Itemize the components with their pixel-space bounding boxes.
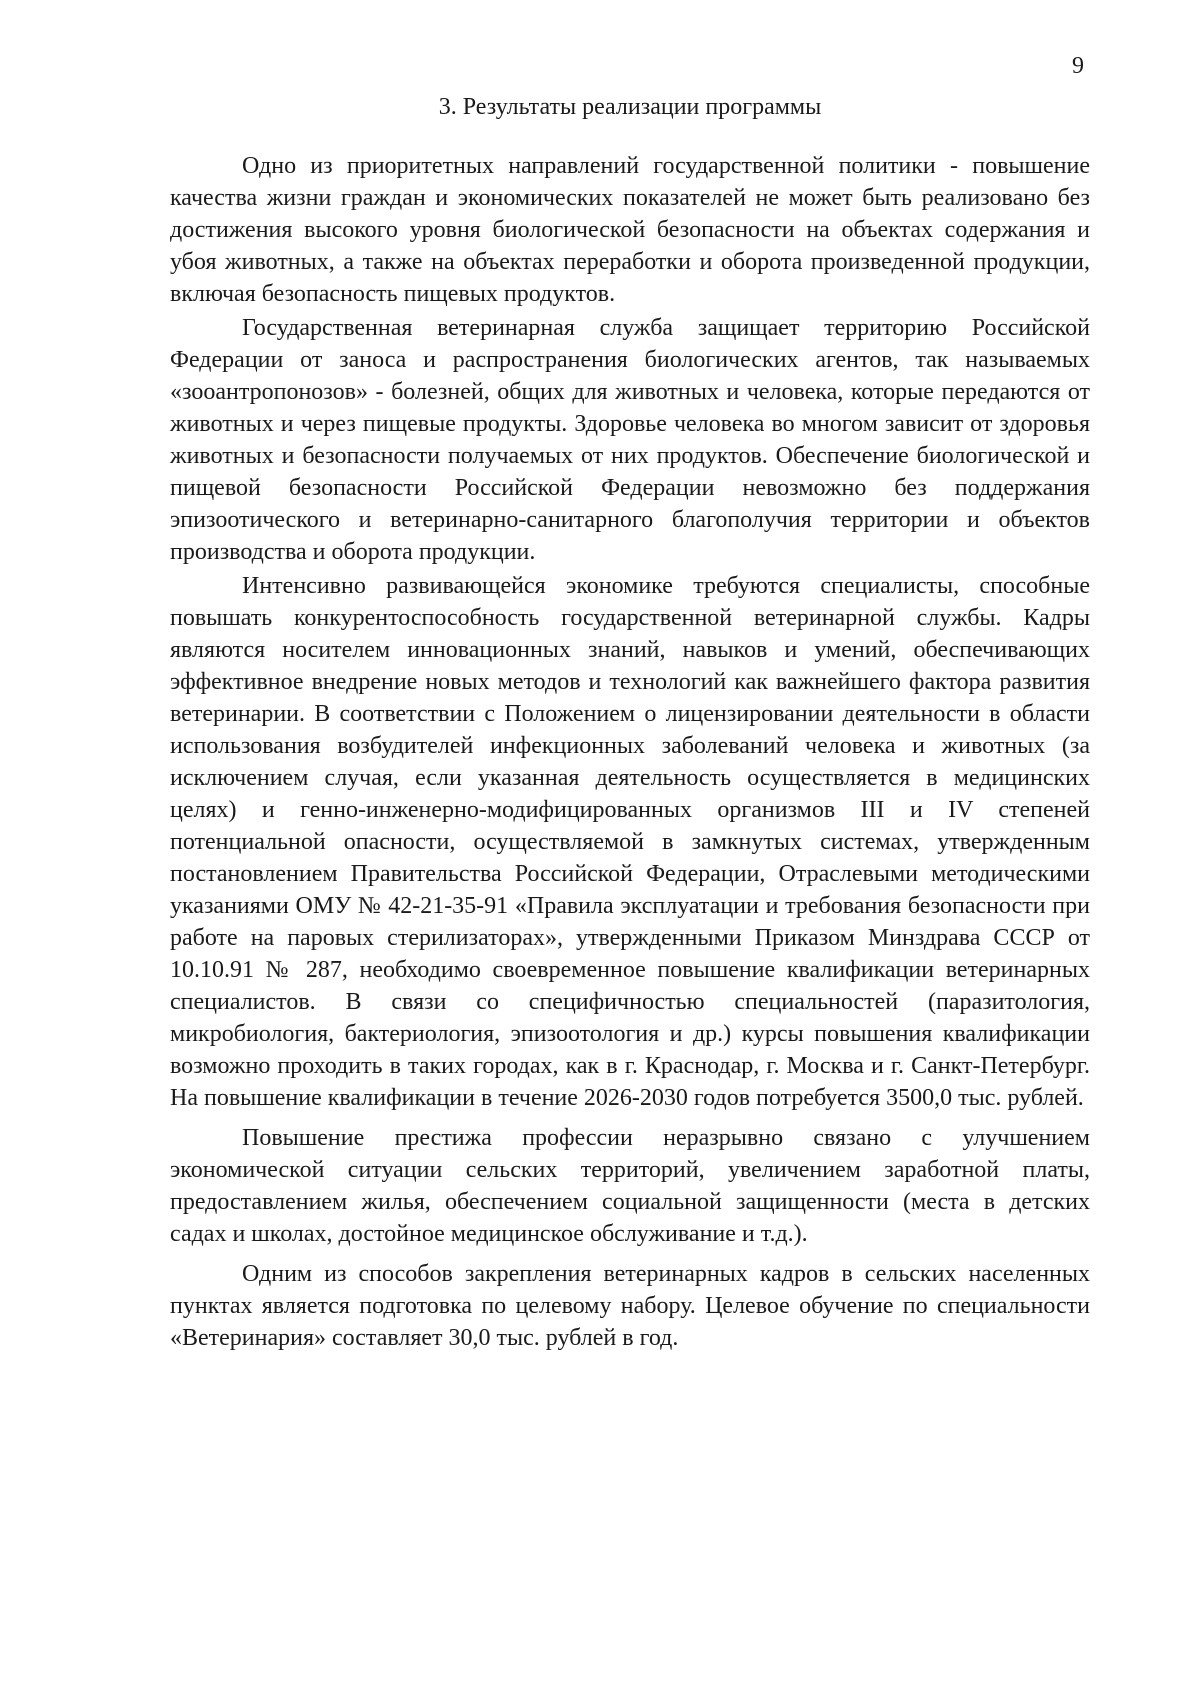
page-number: 9	[1072, 53, 1084, 79]
paragraph-4: Повышение престижа профессии неразрывно связано с улучшением экономической ситуации сельских территорий, увеличением заработной платы, предоставлением жилья, обеспечением социальной защищенности (места в детских садах и школах, достойное медицинское обслуживание и т.д.).	[170, 1125, 1090, 1247]
paragraph-5: Одним из способов закрепления ветеринарных кадров в сельских населенных пунктах является подготовка по целевому набору. Целевое обучение по специальности «Ветеринария» составляет 30,0 тыс. рублей в год.	[170, 1261, 1090, 1351]
section-heading: 3. Результаты реализации программы	[438, 94, 822, 120]
paragraph-2: Государственная ветеринарная служба защищает территорию Российской Федерации от заноса и распространения биологических агентов, так называемых «зооантропонозов» - болезней, общих для животных и человека, которые передаются от животных и через пищевые продукты. Здоровье человека во многом зависит от здоровья животных и безопасности получаемых от них продуктов. Обеспечение биологической и пищевой безопасности Российской Федерации невозможно без поддержания эпизоотического и ветеринарно-санитарного благополучия территории и объектов производства и оборота продукции.	[170, 315, 1090, 565]
body-text	[170, 150, 1090, 1356]
paragraph-1: Одно из приоритетных направлений государственной политики - повышение качества жизни граждан и экономических показателей не может быть реализовано без достижения высокого уровня биологической безопасности на объектах содержания и убоя животных, а также на объектах переработки и оборота произведенной продукции, включая безопасность пищевых продуктов.	[170, 153, 1090, 307]
paragraph-3: Интенсивно развивающейся экономике требуются специалисты, способные повышать конкурентоспособность государственной ветеринарной службы. Кадры являются носителем инновационных знаний, навыков и умений, обеспечивающих эффективное внедрение новых методов и технологий как важнейшего фактора развития ветеринарии. В соответствии с Положением о лицензировании деятельности в области использования возбудителей инфекционных заболеваний человека и животных (за исключением случая, если указанная деятельность осуществляется в медицинских целях) и генно-инженерно-модифицированных организмов III и IV степеней потенциальной опасности, осуществляемой в замкнутых системах, утвержденным постановлением Правительства Российской Федерации, Отраслевыми методическими указаниями ОМУ № 42-21-35-91 «Правила эксплуатации и требования безопасности при работе на паровых стерилизаторах», утвержденными Приказом Минздрава СССР от 10.10.91 № 287, необходимо своевременное повышение квалификации ветеринарных специалистов. В связи со специфичностью специальностей (паразитология, микробиология, бактериология, эпизоотология и др.) курсы повышения квалификации возможно проходить в таких городах, как в г. Краснодар, г. Москва и г. Санкт-Петербург. На повышение квалификации в течение 2026-2030 годов потребуется 3500,0 тыс. рублей.	[170, 573, 1090, 1111]
